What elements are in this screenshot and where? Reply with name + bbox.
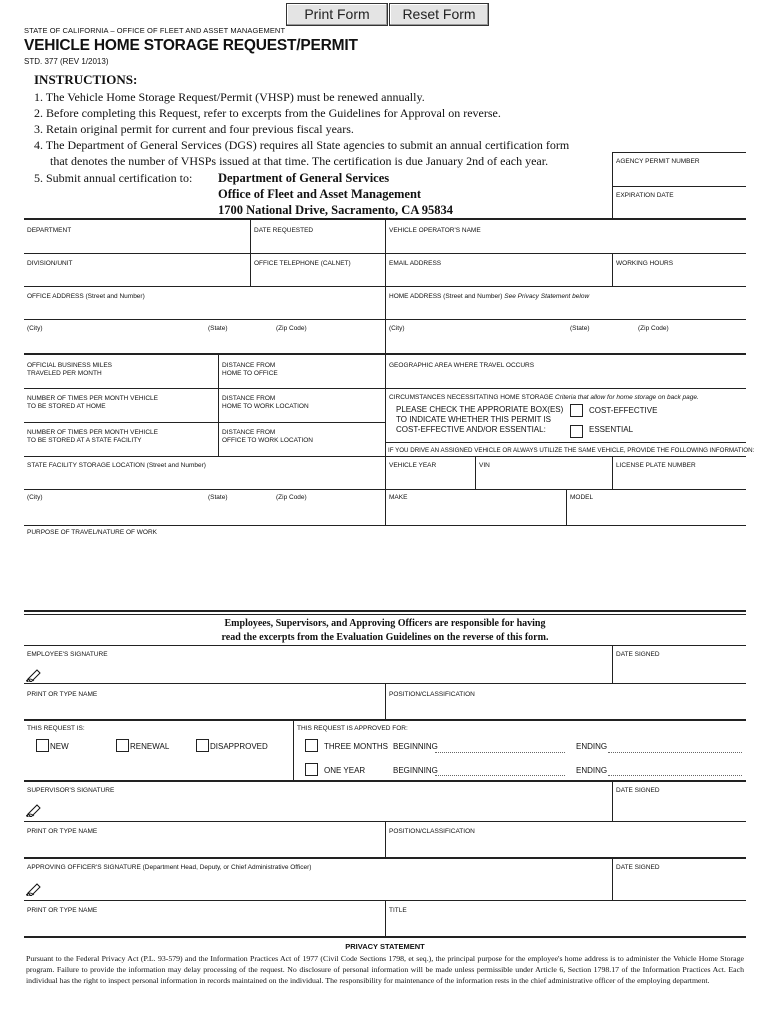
dgs-address-line-2: Office of Fleet and Asset Management	[218, 187, 422, 201]
home-address-label: HOME ADDRESS (Street and Number) See Privacy Statement below	[389, 293, 590, 300]
agency-name: STATE OF CALIFORNIA – OFFICE OF FLEET AND ASSET MANAGEMENT	[24, 26, 286, 35]
license-plate-label: LICENSE PLATE NUMBER	[616, 462, 696, 469]
approving-date-signed-label: DATE SIGNED	[616, 864, 660, 871]
circumstances-label: CIRCUMSTANCES NECESSITATING HOME STORAGE Criteria that allow for home storage on back page.	[389, 394, 699, 401]
dgs-address-line-3: 1700 National Drive, Sacramento, CA 95834	[218, 203, 454, 217]
date-requested-label: DATE REQUESTED	[254, 227, 314, 234]
dgs-address-line-1: Department of General Services	[218, 171, 390, 185]
instructions-heading: INSTRUCTIONS:	[34, 72, 138, 87]
instruction-4-cont: that denotes the number of VHSPs issued at that time. The certification is due January 2nd of each year.	[50, 154, 549, 168]
facility-state-label: (State)	[208, 494, 228, 501]
approving-signature-label: APPROVING OFFICER'S SIGNATURE (Department Head, Deputy, or Chief Administrative Officer)	[27, 864, 312, 871]
supervisor-signature-label: SUPERVISOR'S SIGNATURE	[27, 787, 115, 794]
form-number: STD. 377 (REV 1/2013)	[24, 57, 109, 66]
distance-home-work-label: DISTANCE FROM HOME TO WORK LOCATION	[222, 395, 309, 410]
form-title: VEHICLE HOME STORAGE REQUEST/PERMIT	[24, 37, 358, 54]
one-year-beginning-line[interactable]	[435, 775, 565, 776]
one-year-label: ONE YEAR	[324, 766, 366, 775]
one-year-beginning-label: BEGINNING	[393, 766, 438, 775]
three-months-ending-label: ENDING	[576, 742, 608, 751]
employee-print-name-label: PRINT OR TYPE NAME	[27, 691, 98, 698]
new-label: NEW	[50, 742, 69, 751]
instruction-2: 2. Before completing this Request, refer to excerpts from the Guidelines for Approval on reverse.	[34, 106, 501, 120]
signature-pen-icon	[26, 668, 42, 682]
renewal-checkbox[interactable]	[116, 739, 129, 752]
working-hours-label: WORKING HOURS	[616, 260, 674, 267]
assigned-vehicle-label: IF YOU DRIVE AN ASSIGNED VEHICLE OR ALWAYS UTILIZE THE SAME VEHICLE, PROVIDE THE FOLLOWING INFORMATION:	[388, 447, 755, 454]
privacy-statement-text: Pursuant to the Federal Privacy Act (P.L. 93-579) and the Information Practices Act of 1977 (Civil Code Sections 1798, et seq.), the principal purpose for the employee's home address is to administer the Vehicle Home Storage program. Failure to provide the information may delay processing of the request. No disclosure of personal information will be made unless permissible under Article 6, Section 1798.17 of the Information Practices Act. Each individual has the right to inspect personal information in records maintained on the individual. The responsibility for maintenance of the information rests in the chief administrative officer of the employing department.	[26, 954, 744, 985]
one-year-ending-label: ENDING	[576, 766, 608, 775]
cost-effective-label: COST-EFFECTIVE	[589, 406, 658, 415]
distance-office-work-label: DISTANCE FROM OFFICE TO WORK LOCATION	[222, 429, 314, 444]
agency-permit-number-label: AGENCY PERMIT NUMBER	[616, 158, 700, 165]
renewal-label: RENEWAL	[130, 742, 170, 751]
privacy-statement-heading: PRIVACY STATEMENT	[345, 942, 425, 951]
employee-position-label: POSITION/CLASSIFICATION	[389, 691, 475, 698]
supervisor-position-label: POSITION/CLASSIFICATION	[389, 828, 475, 835]
new-checkbox[interactable]	[36, 739, 49, 752]
employee-signature-label: EMPLOYEE'S SIGNATURE	[27, 651, 108, 658]
office-zip-label: (Zip Code)	[276, 325, 307, 332]
one-year-ending-line[interactable]	[608, 775, 742, 776]
three-months-beginning-label: BEGINNING	[393, 742, 438, 751]
three-months-ending-line[interactable]	[608, 752, 742, 753]
approving-title-label: TITLE	[389, 907, 407, 914]
signature-pen-icon	[26, 803, 42, 817]
purpose-label: PURPOSE OF TRAVEL/NATURE OF WORK	[27, 529, 158, 536]
essential-label: ESSENTIAL	[589, 425, 634, 434]
division-unit-label: DIVISION/UNIT	[27, 260, 73, 267]
business-miles-label: OFFICIAL BUSINESS MILES TRAVELED PER MONTH	[27, 362, 113, 377]
request-is-label: THIS REQUEST IS:	[27, 725, 85, 732]
print-form-button[interactable]: Print Form	[286, 3, 388, 26]
three-months-label: THREE MONTHS	[324, 742, 388, 751]
approved-for-label: THIS REQUEST IS APPROVED FOR:	[297, 725, 408, 732]
instruction-4: 4. The Department of General Services (DGS) requires all State agencies to submit an annual certification form	[34, 138, 570, 152]
department-label: DEPARTMENT	[27, 227, 72, 234]
facility-location-label: STATE FACILITY STORAGE LOCATION (Street and Number)	[27, 462, 206, 469]
vin-label: VIN	[479, 462, 490, 469]
instruction-3: 3. Retain original permit for current and four previous fiscal years.	[34, 122, 354, 136]
supervisor-date-signed-label: DATE SIGNED	[616, 787, 660, 794]
times-home-label: NUMBER OF TIMES PER MONTH VEHICLE TO BE STORED AT HOME	[27, 395, 158, 410]
reset-form-button[interactable]: Reset Form	[389, 3, 489, 26]
geographic-area-label: GEOGRAPHIC AREA WHERE TRAVEL OCCURS	[389, 362, 535, 369]
instruction-1: 1. The Vehicle Home Storage Request/Permit (VHSP) must be renewed annually.	[34, 90, 425, 104]
disapproved-label: DISAPPROVED	[210, 742, 268, 751]
employee-date-signed-label: DATE SIGNED	[616, 651, 660, 658]
office-city-label: (City)	[27, 325, 43, 332]
supervisor-print-name-label: PRINT OR TYPE NAME	[27, 828, 98, 835]
make-label: MAKE	[389, 494, 408, 501]
operator-name-label: VEHICLE OPERATOR'S NAME	[389, 227, 481, 234]
facility-city-label: (City)	[27, 494, 43, 501]
approving-print-name-label: PRINT OR TYPE NAME	[27, 907, 98, 914]
email-address-label: EMAIL ADDRESS	[389, 260, 442, 267]
signature-pen-icon	[26, 882, 42, 896]
responsibility-notice: Employees, Supervisors, and Approving Officers are responsible for having read the excerpts from the Evaluation Guidelines on the reverse of this form.	[221, 618, 549, 643]
facility-zip-label: (Zip Code)	[276, 494, 307, 501]
times-facility-label: NUMBER OF TIMES PER MONTH VEHICLE TO BE STORED AT A STATE FACILITY	[27, 429, 158, 444]
expiration-date-label: EXPIRATION DATE	[616, 192, 674, 199]
office-address-label: OFFICE ADDRESS (Street and Number)	[27, 293, 145, 300]
three-months-beginning-line[interactable]	[435, 752, 565, 753]
home-city-label: (City)	[389, 325, 405, 332]
office-state-label: (State)	[208, 325, 228, 332]
one-year-checkbox[interactable]	[305, 763, 318, 776]
check-instructions: PLEASE CHECK THE APPRORIATE BOX(ES) TO INDICATE WHETHER THIS PERMIT IS COST-EFFECTIVE AND/OR ESSENTIAL:	[396, 405, 564, 434]
home-state-label: (State)	[570, 325, 590, 332]
vehicle-year-label: VEHICLE YEAR	[389, 462, 437, 469]
three-months-checkbox[interactable]	[305, 739, 318, 752]
office-telephone-label: OFFICE TELEPHONE (CALNET)	[254, 260, 351, 267]
home-zip-label: (Zip Code)	[638, 325, 669, 332]
model-label: MODEL	[570, 494, 594, 501]
essential-checkbox[interactable]	[570, 425, 583, 438]
disapproved-checkbox[interactable]	[196, 739, 209, 752]
distance-home-office-label: DISTANCE FROM HOME TO OFFICE	[222, 362, 278, 377]
instruction-5: 5. Submit annual certification to:	[34, 171, 193, 185]
cost-effective-checkbox[interactable]	[570, 404, 583, 417]
